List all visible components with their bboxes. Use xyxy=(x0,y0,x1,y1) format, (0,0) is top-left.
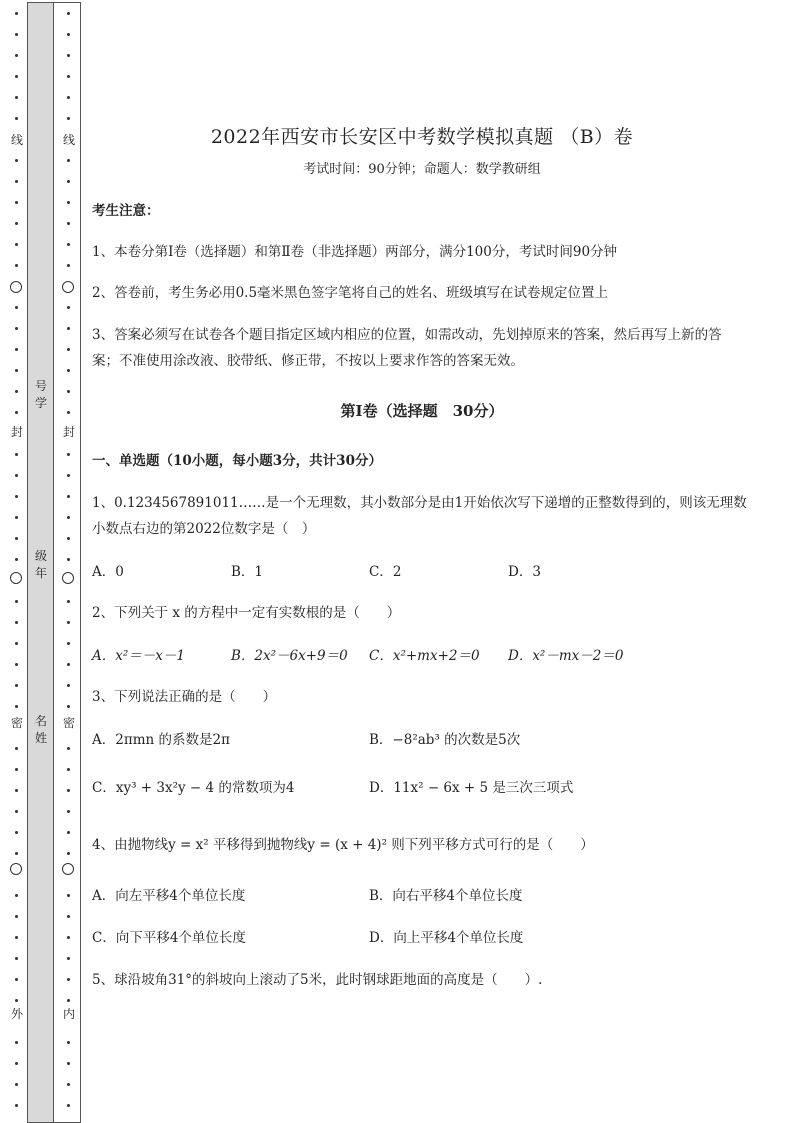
binding-dot xyxy=(67,1041,70,1044)
binding-dot xyxy=(15,1104,18,1107)
q1-option-b: B．1 xyxy=(231,564,264,580)
binding-dot xyxy=(67,411,70,414)
inner-mark: 线 xyxy=(60,133,78,147)
binding-dot xyxy=(15,75,18,78)
binding-dot xyxy=(67,180,70,183)
inner-mark: 内 xyxy=(60,1007,78,1021)
binding-dot xyxy=(15,999,18,1002)
binding-dot xyxy=(67,957,70,960)
binding-dot xyxy=(67,558,70,561)
exam-title: 2022年西安市长安区中考数学模拟真题 （B）卷 xyxy=(210,126,634,148)
binding-dot xyxy=(15,768,18,771)
binding-dot xyxy=(15,54,18,57)
binding-dot xyxy=(67,1083,70,1086)
part-heading: 一、单选题（10小题，每小题3分，共计30分） xyxy=(92,453,382,469)
binding-dot xyxy=(67,327,70,330)
binding-dot xyxy=(15,96,18,99)
binding-dot xyxy=(15,411,18,414)
binding-dot xyxy=(15,600,18,603)
binding-dot xyxy=(15,831,18,834)
binding-dot xyxy=(67,453,70,456)
exam-subtitle: 考试时间：90分钟；命题人：数学教研组 xyxy=(303,162,541,177)
binding-dot xyxy=(15,558,18,561)
binding-dot xyxy=(15,264,18,267)
binding-dot xyxy=(15,705,18,708)
binding-dot xyxy=(15,33,18,36)
q2-option-d: D．x²－mx－2＝0 xyxy=(508,648,624,664)
binding-dot xyxy=(15,159,18,162)
binding-dot xyxy=(67,810,70,813)
q4-option-b: B．向右平移4个单位长度 xyxy=(369,888,523,904)
binding-dot xyxy=(15,537,18,540)
outer-dotted-line xyxy=(10,0,24,1123)
binding-dot xyxy=(15,243,18,246)
binding-dot xyxy=(67,474,70,477)
binding-dot xyxy=(67,369,70,372)
binding-dot xyxy=(67,516,70,519)
notice-item-3: 3、答案必须写在试卷各个题目指定区域内相应的位置，如需改动，先划掉原来的答案，然后再写上新的答案；不准使用涂改液、胶带纸、修正带，不按以上要求作答的答案无效。 xyxy=(92,327,722,369)
binding-dot xyxy=(15,1041,18,1044)
binding-dot xyxy=(67,789,70,792)
binding-hole-icon xyxy=(62,281,74,293)
question-5-stem: 5、球沿坡角31°的斜坡向上滚动了5米，此时钢球距地面的高度是（ ）. xyxy=(92,972,543,988)
binding-dot xyxy=(67,348,70,351)
binding-dot xyxy=(67,600,70,603)
question-1-stem: 1、0.1234567891011……是一个无理数，其小数部分是由1开始依次写下递增的正整数得到的，则该无理数小数点右边的第2022位数字是（ ） xyxy=(92,495,747,537)
binding-dot xyxy=(15,936,18,939)
binding-dot xyxy=(67,684,70,687)
question-4-stem: 4、由抛物线y = x² 平移得到抛物线y = (x + 4)² 则下列平移方式可行的是（ ） xyxy=(92,837,594,853)
question-3-stem: 3、下列说法正确的是（ ） xyxy=(92,689,277,705)
binding-dot xyxy=(15,453,18,456)
binding-dot xyxy=(67,747,70,750)
binding-hole-icon xyxy=(62,863,74,875)
binding-dot xyxy=(67,495,70,498)
name-label: 名姓 xyxy=(35,714,48,745)
binding-dot xyxy=(15,306,18,309)
outer-mark: 外 xyxy=(8,1007,26,1021)
binding-dot xyxy=(15,348,18,351)
binding-dot xyxy=(67,33,70,36)
notice-heading: 考生注意： xyxy=(92,203,160,219)
binding-dot xyxy=(67,201,70,204)
binding-dot xyxy=(15,852,18,855)
binding-dot xyxy=(67,894,70,897)
binding-hole-icon xyxy=(62,572,74,584)
binding-dot xyxy=(15,516,18,519)
binding-dot xyxy=(67,54,70,57)
binding-dot xyxy=(67,1104,70,1107)
binding-dot xyxy=(15,180,18,183)
binding-dot xyxy=(67,915,70,918)
binding-dot xyxy=(67,243,70,246)
student-number-label: 号学 xyxy=(35,379,48,410)
q1-option-c: C．2 xyxy=(369,564,402,580)
q4-option-d: D．向上平移4个单位长度 xyxy=(369,930,524,946)
binding-dot xyxy=(15,663,18,666)
binding-dot xyxy=(15,957,18,960)
binding-dot xyxy=(15,894,18,897)
binding-dot xyxy=(15,1062,18,1065)
binding-dot xyxy=(67,831,70,834)
binding-dot xyxy=(67,96,70,99)
binding-dot xyxy=(67,852,70,855)
binding-dot xyxy=(15,684,18,687)
binding-dot xyxy=(67,75,70,78)
binding-dot xyxy=(15,789,18,792)
binding-dot xyxy=(67,999,70,1002)
inner-mark: 封 xyxy=(60,425,78,439)
outer-mark: 线 xyxy=(8,133,26,147)
q1-option-d: D．3 xyxy=(508,564,541,580)
binding-dot xyxy=(67,936,70,939)
binding-dot xyxy=(67,621,70,624)
section-title: 第I卷（选择题 30分） xyxy=(340,402,504,420)
q2-option-a: A．x²＝－x－1 xyxy=(92,648,185,664)
question-2-stem: 2、下列关于 x 的方程中一定有实数根的是（ ） xyxy=(92,605,401,621)
binding-dot xyxy=(67,537,70,540)
binding-dot xyxy=(67,705,70,708)
binding-dot xyxy=(15,1083,18,1086)
binding-dot xyxy=(67,12,70,15)
binding-dot xyxy=(15,621,18,624)
binding-dot xyxy=(15,327,18,330)
binding-dot xyxy=(15,390,18,393)
q1-option-a: A．0 xyxy=(92,564,124,580)
binding-dot xyxy=(67,768,70,771)
binding-dot xyxy=(15,222,18,225)
binding-dot xyxy=(15,12,18,15)
binding-dot xyxy=(15,117,18,120)
binding-dot xyxy=(15,747,18,750)
binding-dot xyxy=(67,663,70,666)
q4-option-c: C．向下平移4个单位长度 xyxy=(92,930,246,946)
notice-item-1: 1、本卷分第I卷（选择题）和第Ⅱ卷（非选择题）两部分，满分100分，考试时间90分钟 xyxy=(92,244,618,260)
q4-option-a: A．向左平移4个单位长度 xyxy=(92,888,246,904)
binding-dot xyxy=(15,201,18,204)
binding-dot xyxy=(67,117,70,120)
binding-hole-icon xyxy=(10,281,22,293)
class-label: 级年 xyxy=(35,549,48,580)
binding-dot xyxy=(67,264,70,267)
binding-dot xyxy=(67,1062,70,1065)
q2-option-b: B．2x²－6x+9＝0 xyxy=(231,648,348,664)
binding-dot xyxy=(67,222,70,225)
q3-option-d: D．11x² − 6x + 5 是三次三项式 xyxy=(369,780,574,796)
inner-dotted-line xyxy=(62,0,76,1123)
binding-dot xyxy=(15,978,18,981)
binding-dot xyxy=(15,495,18,498)
binding-dot xyxy=(15,369,18,372)
q3-option-a: A．2πmn 的系数是2π xyxy=(92,732,230,748)
q3-option-c: C．xy³ + 3x²y − 4 的常数项为4 xyxy=(92,780,295,796)
notice-item-2: 2、答卷前，考生务必用0.5毫米黑色签字笔将自己的姓名、班级填写在试卷规定位置上 xyxy=(92,285,609,301)
inner-mark: 密 xyxy=(60,716,78,730)
binding-dot xyxy=(67,306,70,309)
binding-dot xyxy=(15,810,18,813)
outer-mark: 封 xyxy=(8,425,26,439)
binding-hole-icon xyxy=(10,863,22,875)
q3-option-b: B．−8²ab³ 的次数是5次 xyxy=(369,732,521,748)
binding-dot xyxy=(15,642,18,645)
student-info-column xyxy=(27,2,54,1123)
binding-dot xyxy=(15,474,18,477)
binding-dot xyxy=(67,978,70,981)
outer-mark: 密 xyxy=(8,716,26,730)
binding-hole-icon xyxy=(10,572,22,584)
binding-dot xyxy=(67,642,70,645)
binding-dot xyxy=(67,159,70,162)
binding-dot xyxy=(15,915,18,918)
binding-dot xyxy=(67,390,70,393)
q2-option-c: C．x²+mx+2＝0 xyxy=(369,648,480,664)
